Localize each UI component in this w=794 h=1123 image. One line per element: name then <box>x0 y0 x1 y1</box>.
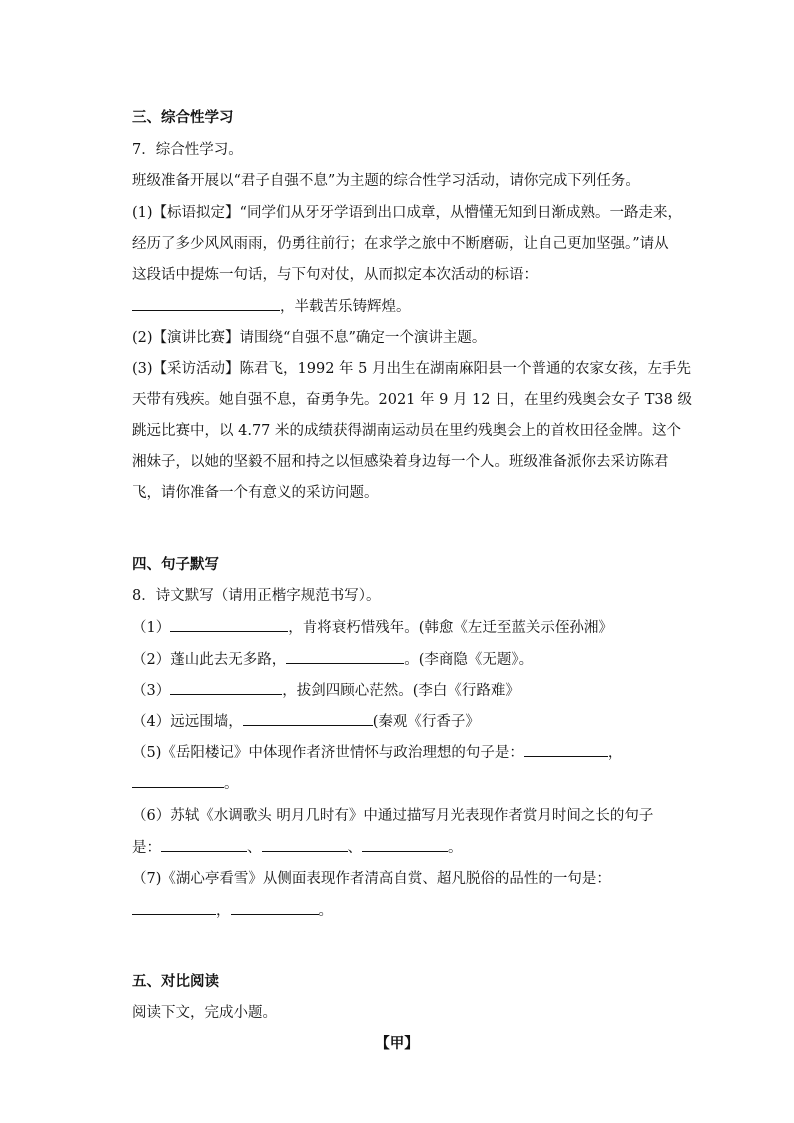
section-heading-4: 四、句子默写 <box>132 557 219 573</box>
answer-blank[interactable] <box>170 680 282 695</box>
q8-item-6-line2: 是： 、 、 。 <box>132 837 672 858</box>
section-heading-3: 三、综合性学习 <box>132 110 234 126</box>
answer-blank[interactable] <box>231 900 319 915</box>
q8-item-4: （4）远远围墙， (秦观《行香子》 <box>132 711 672 732</box>
q7-part3-line5: 飞，请你准备一个有意义的采访问题。 <box>132 485 379 501</box>
reading-intro: 阅读下文，完成小题。 <box>132 1005 277 1021</box>
q7-part3-line2: 天带有残疾。她自强不息，奋勇争先。2021 年 9 月 12 日，在里约残奥会女子 T38 级 <box>132 392 692 408</box>
q7-part3-line4: 湘妹子，以她的坚毅不屈和持之以恒感染着身边每一个人。班级准备派你去采访陈君 <box>132 454 669 470</box>
q8-item-3: （3） ，拔剑四顾心茫然。(李白《行路难》 <box>132 680 672 701</box>
q7-part3-line3: 跳远比赛中，以 4.77 米的成绩获得湖南运动员在里约残奥会上的首枚田径金牌。这个 <box>132 423 682 439</box>
q8-item-6-line1: （6）苏轼《水调歌头 明月几时有》中通过描写月光表现作者赏月时间之长的句子 <box>132 808 654 824</box>
q7-part1-line2: 经历了多少风风雨雨，仍勇往前行；在求学之旅中不断磨砺，让自己更加坚强。”请从 <box>132 236 669 252</box>
question-7-intro: 班级准备开展以“君子自强不息”为主题的综合性学习活动，请你完成下列任务。 <box>132 173 640 189</box>
q8-item-7-line2: ， 。 <box>132 900 672 921</box>
q7-part1-line1: (1)【标语拟定】“同学们从牙牙学语到出口成章，从懵懂无知到日渐成熟。一路走来， <box>132 205 682 221</box>
answer-blank[interactable] <box>524 742 608 757</box>
answer-blank[interactable] <box>132 296 280 311</box>
q7-part1-line4 <box>132 296 672 317</box>
q8-item-1: （1） ，肯将衰朽惜残年。(韩愈《左迁至蓝关示侄孙湘》 <box>132 617 672 638</box>
q7-part3-line1: (3)【采访活动】陈君飞，1992 年 5 月出生在湖南麻阳县一个普通的农家女孩，左手先 <box>132 361 691 377</box>
q7-part1-line3: 这段话中提炼一句话，与下句对仗，从而拟定本次活动的标语： <box>132 267 538 283</box>
answer-blank[interactable] <box>286 649 404 664</box>
q8-item-5-line1: （5)《岳阳楼记》中体现作者济世情怀与政治理想的句子是： ， <box>132 742 672 763</box>
answer-blank[interactable] <box>161 837 247 852</box>
section-heading-5: 五、对比阅读 <box>132 974 219 990</box>
q8-item-2: （2）蓬山此去无多路， 。(李商隐《无题》。 <box>132 649 672 670</box>
answer-blank[interactable] <box>170 617 288 632</box>
q8-item-5-line2: 。 <box>132 773 672 794</box>
answer-blank[interactable] <box>243 711 373 726</box>
answer-blank[interactable] <box>262 837 348 852</box>
answer-blank[interactable] <box>362 837 448 852</box>
answer-blank[interactable] <box>132 900 216 915</box>
question-8-title: 8．诗文默写（请用正楷字规范书写）。 <box>132 588 381 604</box>
q7-part2: (2)【演讲比赛】请围绕“自强不息”确定一个演讲主题。 <box>132 330 487 346</box>
question-7-title: 7．综合性学习。 <box>132 142 243 158</box>
q8-item-7-line1: （7)《湖心亭看雪》从侧面表现作者清高自赏、超凡脱俗的品性的一句是： <box>132 871 611 887</box>
answer-blank[interactable] <box>132 773 224 788</box>
slogan-second-half: ，半载苦乐铸辉煌。 <box>280 299 411 315</box>
passage-label-jia: 【甲】 <box>375 1036 419 1052</box>
